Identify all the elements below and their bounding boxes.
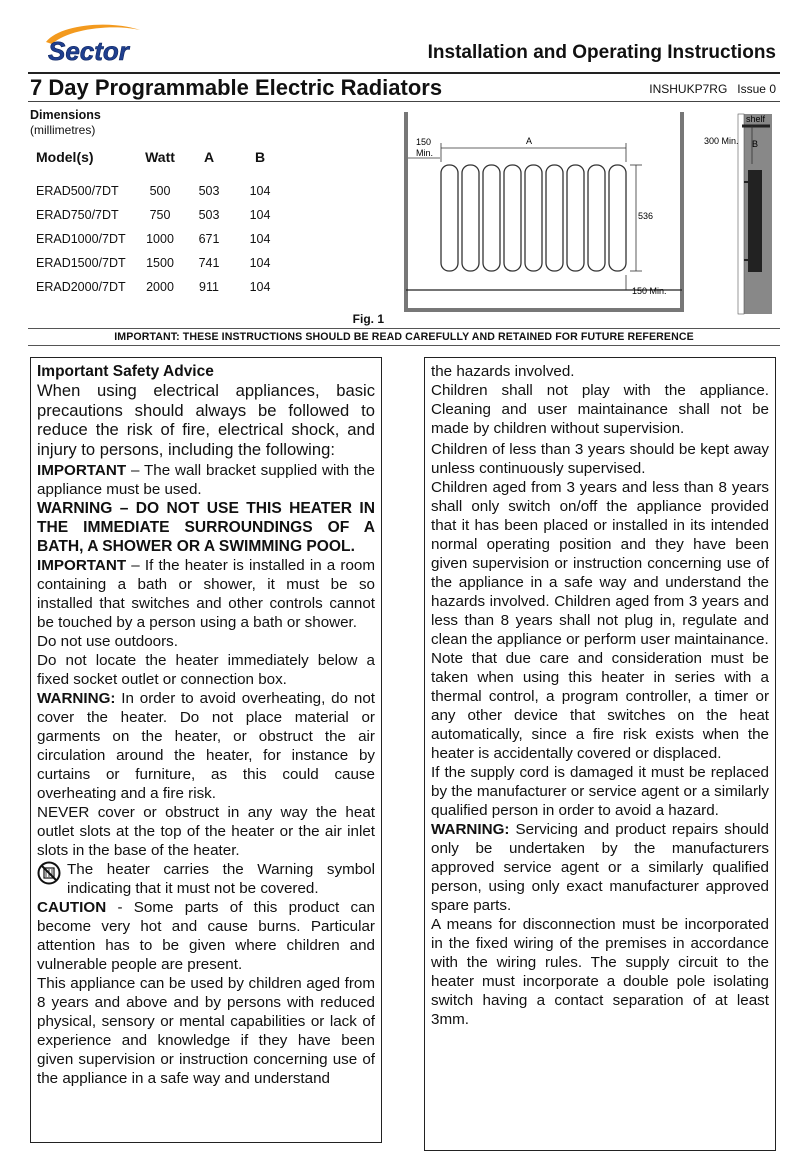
cell-watt: 750 xyxy=(149,208,171,222)
cell-model: ERAD2000/7DT xyxy=(36,280,126,294)
radiator-fin xyxy=(525,165,542,271)
radiator-fin xyxy=(483,165,500,271)
column-header-a: A xyxy=(203,149,215,165)
bath-warning: WARNING – DO NOT USE THIS HEATER IN THE IMMEDIATE SURROUNDINGS OF A BATH, A SHOWER OR A SWIMMING POOL. xyxy=(37,500,375,555)
shelf-label: shelf xyxy=(746,114,766,124)
cell-b: 104 xyxy=(249,208,271,222)
table-row xyxy=(30,203,284,227)
cell-watt: 1500 xyxy=(146,256,174,270)
table-row xyxy=(30,179,284,203)
column-header-b: B xyxy=(254,149,266,165)
cell-b: 104 xyxy=(249,280,271,294)
title-divider xyxy=(28,101,780,102)
page-title: 7 Day Programmable Electric Radiators xyxy=(30,75,443,100)
cell-model: ERAD750/7DT xyxy=(36,208,119,222)
document-code: INSHUKP7RG xyxy=(649,82,728,96)
document-header-title: Installation and Operating Instructions xyxy=(427,42,776,63)
column-header-model: Model(s) xyxy=(36,149,94,165)
dimensions-heading: Dimensions xyxy=(30,108,101,122)
important-bathroom-paragraph: IMPORTANT – If the heater is installed in a room containing a bath or shower, it must be so installed that switches and other controls cannot be touched by a person using a bath or shower. xyxy=(37,557,375,631)
radiator-front xyxy=(441,165,626,271)
children-usage-paragraph: This appliance can be used by children aged from 8 years and above and by persons with reduced physical, sensory or mental capabilities or lack of experience and knowledge if they have been given supervision or instruction concerning use of the appliance in a safe way and understand xyxy=(37,975,375,1087)
radiator-fin xyxy=(504,165,521,271)
warning-symbol-text: The heater carries the Warning symbol indicating that it must not be covered. xyxy=(67,861,375,897)
caution-paragraph: CAUTION - Some parts of this product can become very hot and cause burns. Particular attention has to be given where children and vulnerable people are present. xyxy=(37,899,375,973)
width-label: A xyxy=(526,136,533,146)
radiator-fin xyxy=(441,165,458,271)
cell-a: 911 xyxy=(199,280,219,294)
under-three-paragraph: Children of less than 3 years should be kept away unless continuously supervised. xyxy=(431,441,769,477)
figure-label: Fig. 1 xyxy=(352,312,384,326)
important-bracket-paragraph: IMPORTANT – The wall bracket supplied with the appliance must be used. xyxy=(37,462,375,498)
outdoors-paragraph: Do not use outdoors. xyxy=(37,633,178,650)
warning-symbol-row xyxy=(37,860,375,898)
cell-a: 741 xyxy=(198,256,220,270)
three-to-eight-paragraph: Children aged from 3 years and less than 8 years shall only switch on/off the appliance provided that it has been placed or installed in its intended normal operating position and they have been given supervision or instruction concerning use of the appliance in a safe way and understand the hazards involved. Children aged from 3 years and less than 8 years shall not plug in, regulate and clean the appliance or perform user maintainance. xyxy=(431,479,769,648)
radiator-side xyxy=(748,170,762,272)
disconnection-paragraph: A means for disconnection must be incorporated in the fixed wiring of the premises in accordance with the wiring rules. The supply circuit to the heater must incorporate a double pole isolating switch having a contact separation of at least 3mm. xyxy=(431,916,769,1028)
dimensions-unit: (millimetres) xyxy=(30,123,96,137)
section-title: Important Safety Advice xyxy=(37,363,214,380)
cell-model: ERAD1500/7DT xyxy=(36,256,126,270)
dimensions-table xyxy=(30,145,284,299)
logo-wordmark: Sector xyxy=(48,36,129,66)
table-header-row xyxy=(30,145,284,169)
supply-cord-paragraph: If the supply cord is damaged it must be replaced by the manufacturer or service agent or a similarly qualified person in order to avoid a hazard. xyxy=(431,764,769,819)
table-row xyxy=(30,227,284,251)
left-clearance-label: 150 xyxy=(416,137,432,147)
cell-a: 671 xyxy=(198,232,220,246)
cell-b: 104 xyxy=(249,256,271,270)
height-label: 536 xyxy=(638,211,654,221)
table-row xyxy=(30,251,284,275)
installation-diagram xyxy=(404,110,778,316)
overheating-warning: WARNING: In order to avoid overheating, do not cover the heater. Do not place material or garments on the heater, or obstruct the air circulation around the heater, for instance by curtains or furniture, as this could cause overheating and a fire risk. xyxy=(37,690,375,802)
document-reference xyxy=(649,82,776,96)
radiator-fin xyxy=(546,165,563,271)
note-divider-bottom xyxy=(28,345,780,346)
do-not-cover-icon xyxy=(37,861,61,885)
left-clearance-unit: Min. xyxy=(416,148,434,158)
children-play-paragraph: Children shall not play with the appliance. Cleaning and user maintainance shall not be made by children without supervision. xyxy=(431,382,769,437)
radiator-fin xyxy=(609,165,626,271)
radiator-fin xyxy=(462,165,479,271)
depth-label: B xyxy=(752,139,759,149)
sector-logo xyxy=(40,20,148,68)
important-note: IMPORTANT: THESE INSTRUCTIONS SHOULD BE READ CAREFULLY AND RETAINED FOR FUTURE REFERENCE xyxy=(114,331,694,343)
cell-watt: 500 xyxy=(149,184,171,198)
slots-paragraph: NEVER cover or obstruct in any way the heat outlet slots at the top of the heater or the air inlet slots in the base of the heater. xyxy=(37,804,375,859)
safety-advice-right-column xyxy=(424,357,776,1151)
column-header-watt: Watt xyxy=(145,149,175,165)
thermal-control-paragraph: Note that due care and consideration must be taken when using this heater in series with a thermal control, a program controller, a timer or any other device that switches on the heat automatically, since a fire risk exists when the heater is accidentally covered or displaced. xyxy=(431,650,769,762)
cell-a: 503 xyxy=(198,184,220,198)
radiator-fin xyxy=(567,165,584,271)
bottom-clearance-label: 150 Min. xyxy=(632,286,667,296)
cell-watt: 1000 xyxy=(146,232,174,246)
radiator-fin xyxy=(588,165,605,271)
cell-watt: 2000 xyxy=(146,280,174,294)
table-row xyxy=(30,275,284,299)
socket-paragraph: Do not locate the heater immediately below a fixed socket outlet or connection box. xyxy=(37,652,375,688)
cell-b: 104 xyxy=(249,184,271,198)
cell-b: 104 xyxy=(249,232,271,246)
issue-number: Issue 0 xyxy=(737,82,776,96)
servicing-warning: WARNING: Servicing and product repairs should only be undertaken by the manufacturers approved service agent or a similarly qualified person, using only exact manufacturer approved spare parts. xyxy=(431,821,769,914)
cell-model: ERAD500/7DT xyxy=(36,184,119,198)
safety-advice-left-column xyxy=(30,357,382,1143)
cell-model: ERAD1000/7DT xyxy=(36,232,126,246)
header-divider xyxy=(28,72,780,74)
hazards-continuation: the hazards involved. xyxy=(431,363,575,380)
top-clearance-label: 300 Min. xyxy=(704,136,739,146)
note-divider-top xyxy=(28,328,780,329)
cell-a: 503 xyxy=(198,208,220,222)
intro-paragraph: When using electrical appliances, basic precautions should always be followed to reduce the risk of fire, electrical shock, and injury to persons, including the following: xyxy=(37,381,375,459)
